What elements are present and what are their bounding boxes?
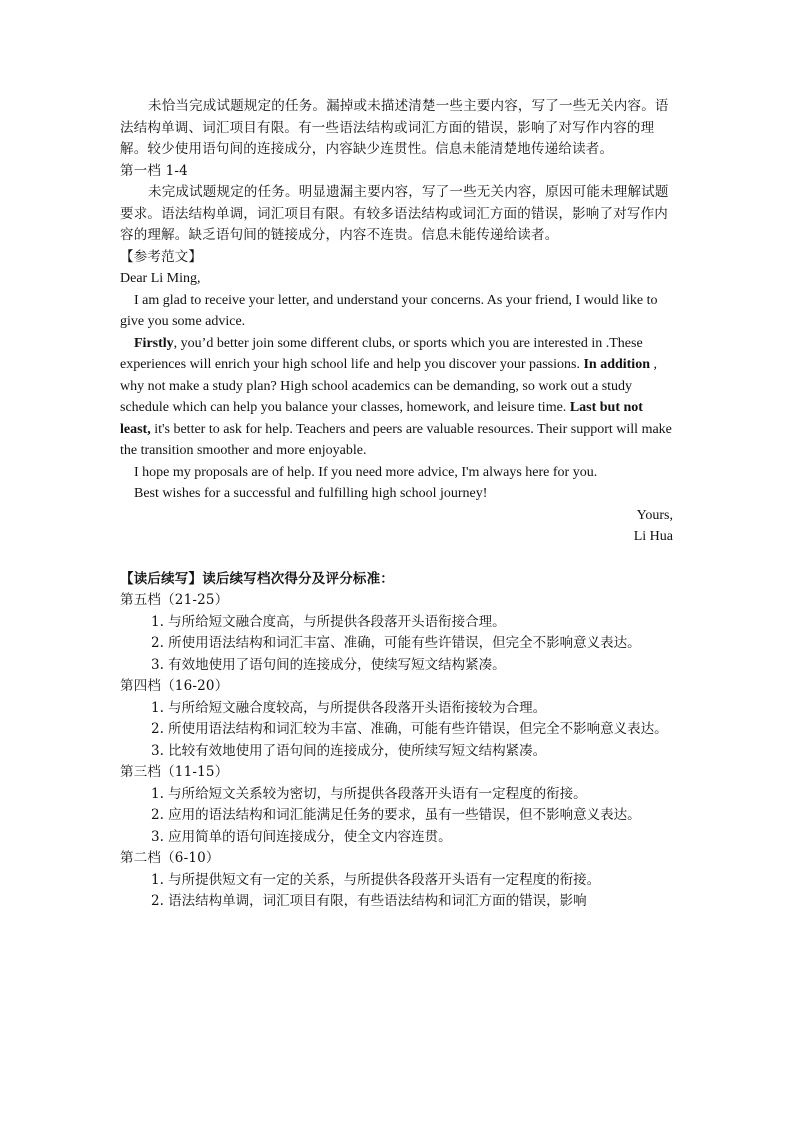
continuation-heading: 【读后续写】读后续写档次得分及评分标准： (120, 570, 394, 587)
letter-salutation: Dear Li Ming, (120, 271, 201, 286)
letter-text: , you’d better join some different clubs, or sports which you are interested in .These experiences will enrich your high school life and help you discover your passions. (120, 335, 643, 372)
spacer (120, 548, 675, 569)
letter-paragraph-3: I hope my proposals are of help. If you need more advice, I'm always here for you. (134, 464, 598, 480)
letter-paragraph-1: I am glad to receive your letter, and understand your concerns. As your friend, I would like to give you some advice. (120, 292, 658, 329)
letter-signature: Li Hua (633, 529, 673, 544)
level2-item-2: 2. 语法结构单调，词汇项目有限，有些语法结构和词汇方面的错误，影响 (151, 893, 587, 909)
document-page (120, 96, 675, 913)
level5-title: 第五档（21-25） (120, 592, 229, 608)
level2-item-1: 1. 与所提供短文有一定的关系，与所提供各段落开头语有一定程度的衔接。 (151, 871, 601, 888)
level5-item-2: 2. 所使用语法结构和词汇丰富、准确，可能有些许错误，但完全不影响意义表达。 (151, 635, 641, 651)
level5-item-3: 3. 有效地使用了语句间的连接成分，使续写短文结构紧凑。 (151, 656, 506, 673)
keyword-in-addition: In addition (579, 357, 650, 372)
letter-paragraph-2 (120, 333, 675, 462)
level4-item-2: 2. 所使用语法结构和词汇较为丰富、准确，可能有些许错误，但完全不影响意义表达。 (151, 721, 668, 737)
level5-item-1: 1. 与所给短文融合度高，与所提供各段落开头语衔接合理。 (151, 613, 506, 630)
level1-description: 未完成试题规定的任务。明显遗漏主要内容，写了一些无关内容，原因可能未理解试题要求。语法结构单调，词汇项目有限。有较多语法结构或词汇方面的错误，影响了对写作内容的理解。缺乏语句间的链接成分，内容不连贵。信息未能传递给读者。 (120, 184, 669, 243)
letter-text: it's better to ask for help. Teachers and peers are valuable resources. Their support will make the transition smoother and more enjoyable. (120, 421, 672, 458)
sample-heading: 【参考范文】 (120, 248, 203, 265)
level4-title: 第四档（16-20） (120, 678, 229, 694)
level3-item-2: 2. 应用的语法结构和词汇能满足任务的要求，虽有一些错误，但不影响意义表达。 (151, 807, 641, 823)
level3-item-1: 1. 与所给短文关系较为密切，与所提供各段落开头语有一定程度的衔接。 (151, 785, 587, 802)
keyword-firstly: Firstly (134, 335, 174, 351)
level3-title: 第三档（11-15） (120, 764, 229, 780)
level3-item-3: 3. 应用简单的语句间连接成分，使全文内容连贯。 (151, 828, 452, 845)
level2-description: 未恰当完成试题规定的任务。漏掉或未描述清楚一些主要内容，写了一些无关内容。语法结构单调、词汇项目有限。有一些语法结构或词汇方面的错误，影响了对写作内容的理解。较少使用语句间的连接成分，内容缺少连贯性。信息未能清楚地传递给读者。 (120, 98, 669, 157)
level2-title: 第二档（6-10） (120, 850, 220, 866)
letter-paragraph-4: Best wishes for a successful and fulfilling high school journey! (134, 486, 488, 501)
level1-heading: 第一档 1-4 (120, 162, 188, 179)
letter-text: , why not make a study plan? High school academics can be demanding, so work out a study schedule which can help you balance your classes, homework, and leisure time. (120, 357, 657, 415)
level4-item-3: 3. 比较有效地使用了语句间的连接成分，使所续写短文结构紧凑。 (151, 742, 547, 759)
keyword-last-but-not-least: Last but not least, (120, 400, 643, 437)
letter-closing: Yours, (636, 507, 673, 523)
level4-item-1: 1. 与所给短文融合度较高，与所提供各段落开头语衔接较为合理。 (151, 699, 547, 716)
